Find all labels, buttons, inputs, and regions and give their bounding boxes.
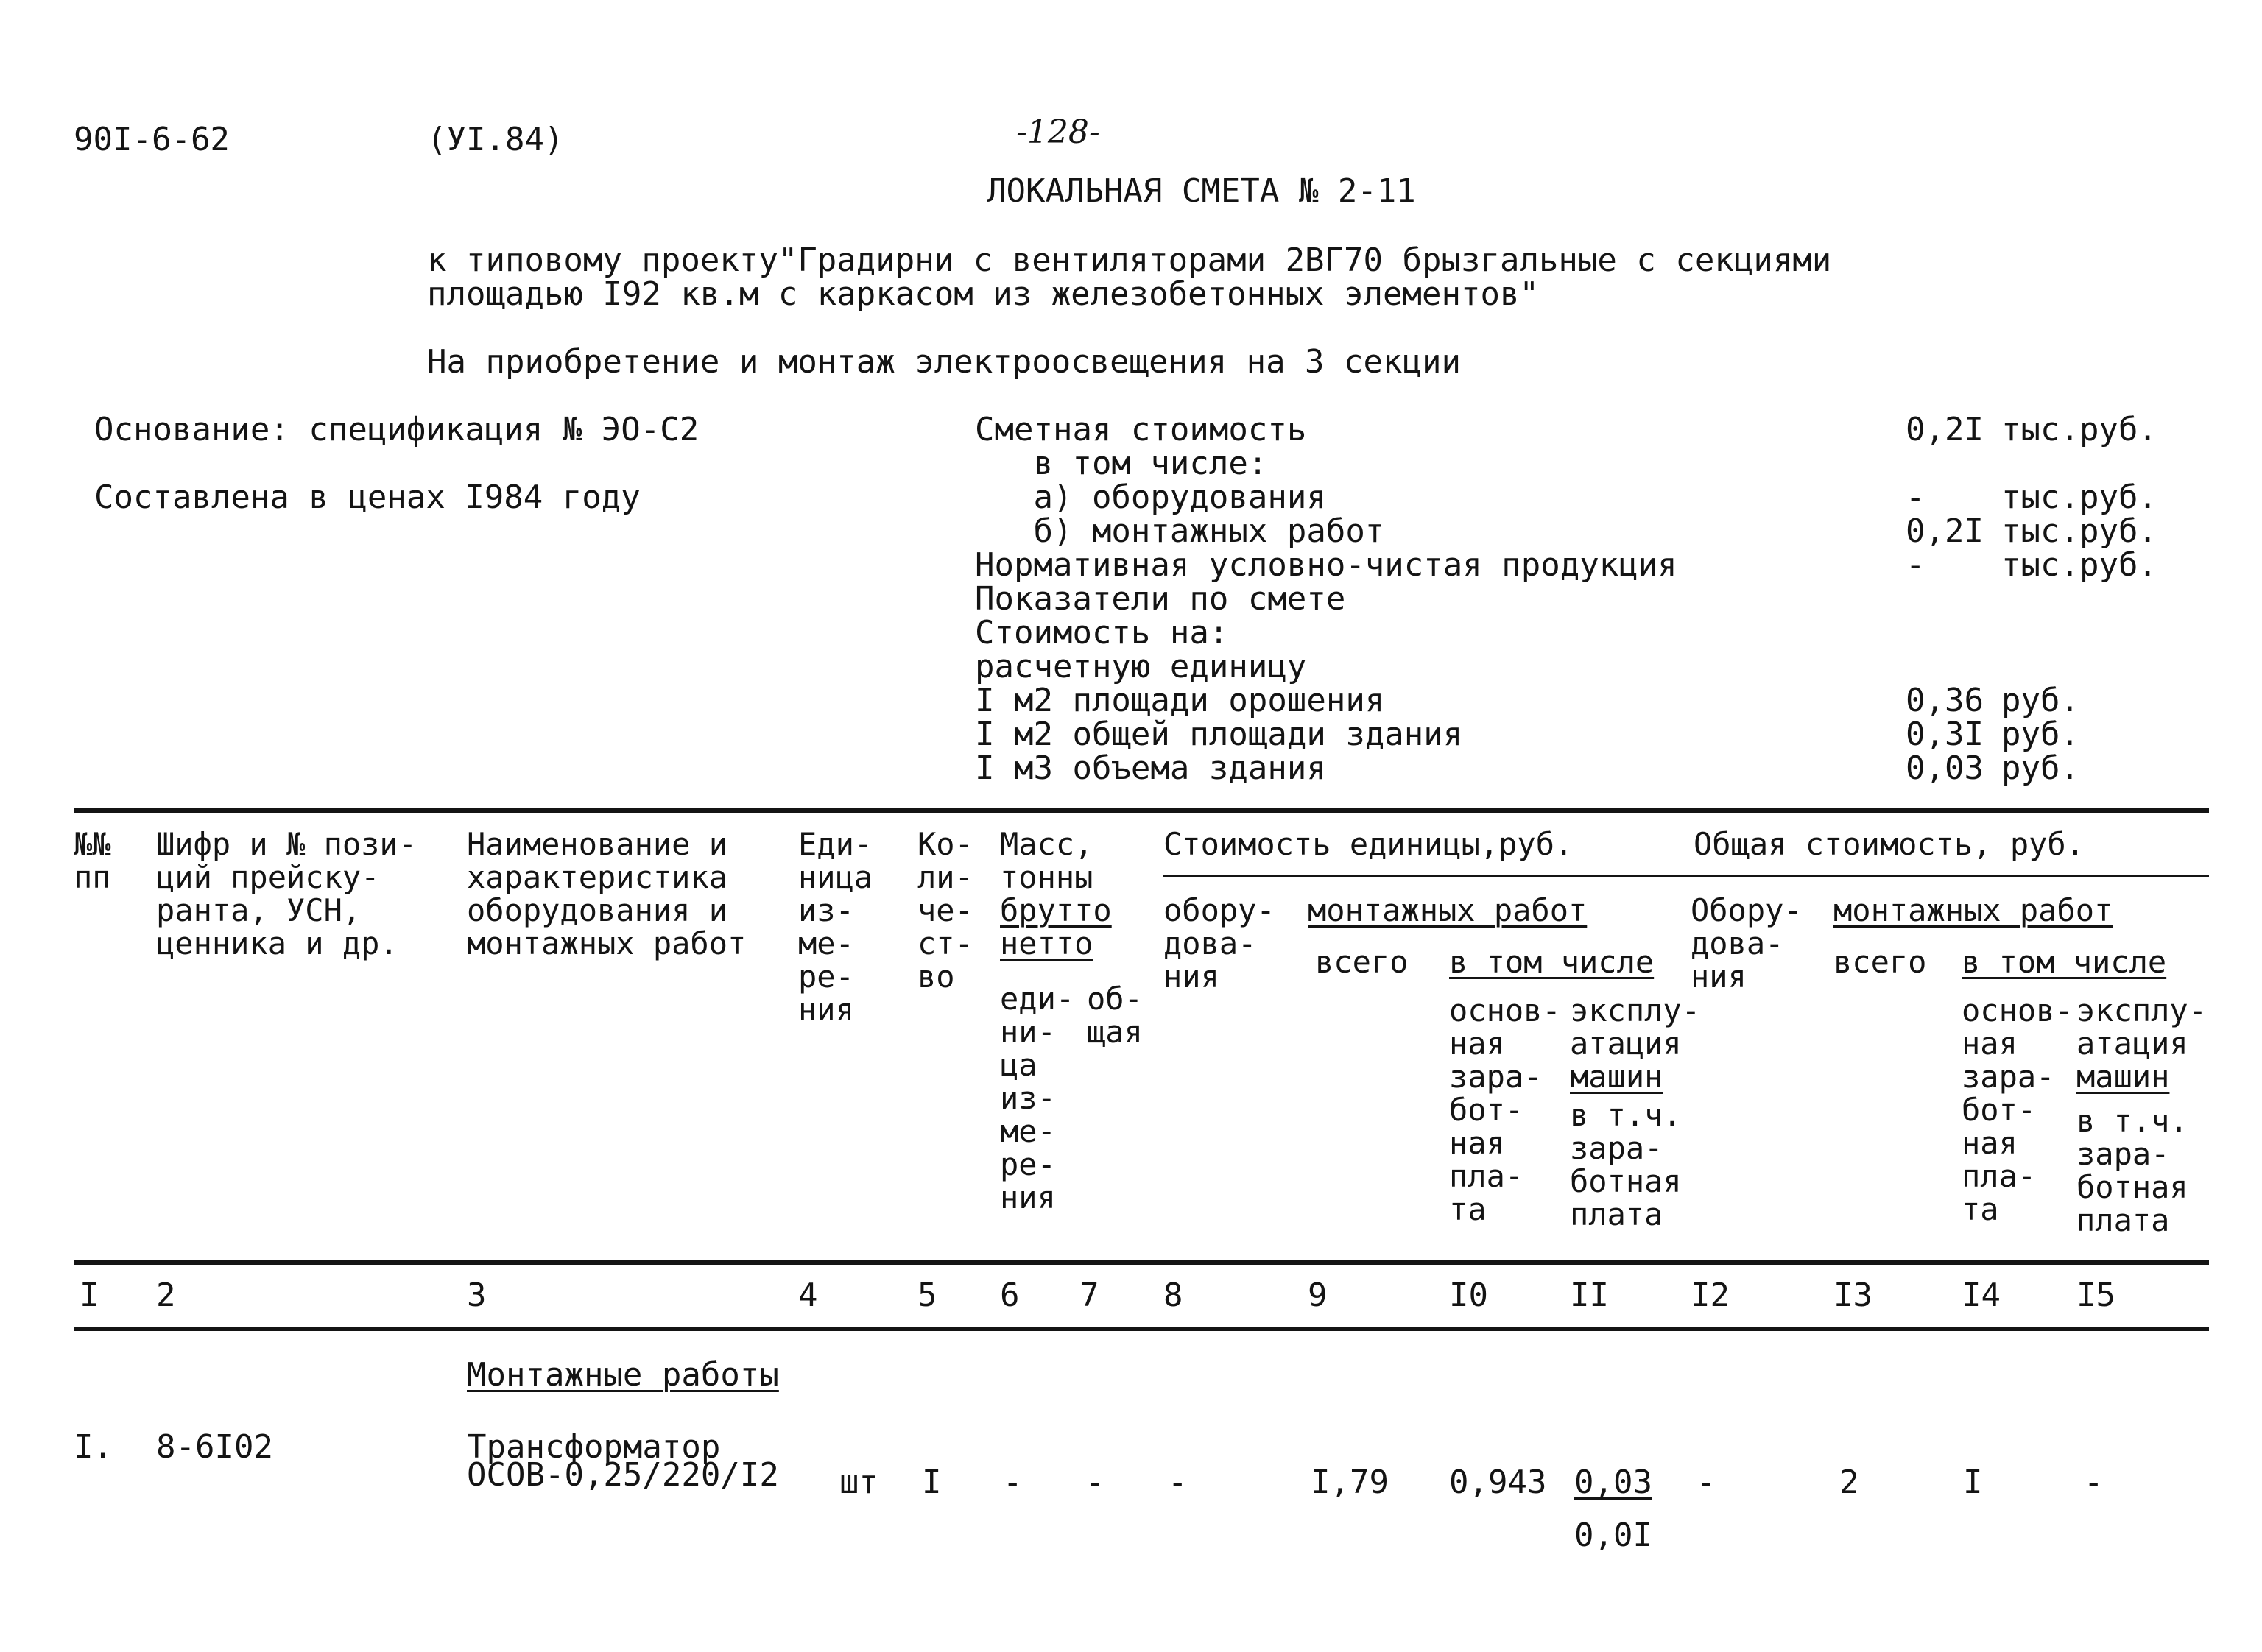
row-installation-total: 2 <box>1839 1464 1859 1501</box>
header-machines-unit-incl: в т.ч. <box>1570 1097 1682 1133</box>
summary-value: - <box>1906 546 1925 584</box>
summary-label: Показатели по смете <box>975 580 1346 618</box>
header-including-total: в том числе <box>1962 944 2167 980</box>
row-quantity: I <box>922 1464 942 1501</box>
column-number: 8 <box>1163 1277 1183 1314</box>
summary-unit: тыс.руб. <box>2001 546 2157 584</box>
row-equipment-total: - <box>1696 1464 1716 1501</box>
summary-unit: руб. <box>2001 749 2079 787</box>
header-machines-unit-underlined: машин <box>1570 1059 1663 1095</box>
header-installation-unit: монтажных работ <box>1308 892 1588 928</box>
row-machines-salary-unit: 0,0I <box>1574 1517 1652 1554</box>
header-installation-unit-total: всего <box>1315 944 1409 980</box>
page-number: -128- <box>1016 113 1100 151</box>
edition-label: (УI.84) <box>427 121 564 158</box>
header-row-number: №№ пп <box>74 826 111 895</box>
column-numbers-rule <box>74 1327 2209 1331</box>
header-total-cost: Общая стоимость, руб. <box>1694 826 2085 862</box>
header-bottom-rule <box>74 1260 2209 1265</box>
summary-label: а) оборудования <box>975 479 1326 516</box>
column-number: 6 <box>1000 1277 1020 1314</box>
row-installation-unit: I,79 <box>1311 1464 1389 1501</box>
table-top-rule <box>74 808 2209 813</box>
row-name-line-1: Трансформатор <box>467 1428 721 1466</box>
row-number: I. <box>74 1428 113 1466</box>
header-machines-total: эксплу- атация <box>2076 992 2208 1062</box>
summary-label: в том числе: <box>975 445 1268 482</box>
summary-value: 0,03 <box>1906 749 1984 787</box>
summary-label: б) монтажных работ <box>975 512 1385 550</box>
header-base-salary-total: основ- ная зара- бот- ная пла- та <box>1962 992 2074 1227</box>
header-price-code: Шифр и № пози- ций прейску- ранта, УСН, ценника и др. <box>156 826 417 961</box>
row-machines-total: - <box>2084 1464 2104 1501</box>
header-quantity: Ко- ли- че- ст- во <box>917 826 973 995</box>
header-installation-total-sum: всего <box>1833 944 1927 980</box>
cost-group-rule <box>1163 875 2209 877</box>
project-line-2: площадью I92 кв.м с каркасом из железобетонных элементов" <box>427 275 1539 313</box>
document-code: 90I-6-62 <box>74 121 230 158</box>
estimate-basis: Основание: спецификация № ЭО-С2 <box>94 411 700 448</box>
column-number: I4 <box>1962 1277 2001 1314</box>
row-machines-unit: 0,03 <box>1574 1464 1652 1501</box>
header-mass-total: об- щая <box>1087 981 1143 1050</box>
row-price-code: 8-6I02 <box>156 1428 273 1466</box>
header-machines-total-underlined: машин <box>2076 1059 2170 1095</box>
header-equipment-unit: обору- дова- ния <box>1163 892 1275 995</box>
column-number: I0 <box>1449 1277 1488 1314</box>
row-name-line-2: ОСОВ-0,25/220/I2 <box>467 1456 779 1494</box>
column-number: II <box>1570 1277 1609 1314</box>
row-base-salary-unit: 0,943 <box>1449 1464 1547 1501</box>
summary-value: 0,2I <box>1906 512 1984 550</box>
estimate-purpose: На приобретение и монтаж электроосвещения на 3 секции <box>427 343 1461 381</box>
row-equipment-unit: - <box>1168 1464 1188 1501</box>
header-base-salary-unit: основ- ная зара- бот- ная пла- та <box>1449 992 1561 1227</box>
summary-unit: тыс.руб. <box>2001 411 2157 448</box>
section-title: Монтажные работы <box>467 1356 779 1394</box>
column-number: 2 <box>156 1277 176 1314</box>
header-machines-total-salary: в т.ч. зара- ботная плата <box>2076 1103 2188 1238</box>
summary-unit: руб. <box>2001 682 2079 719</box>
row-base-salary-total: I <box>1963 1464 1983 1501</box>
column-number: 9 <box>1308 1277 1328 1314</box>
header-netto: нетто <box>1000 925 1093 961</box>
column-number: I5 <box>2076 1277 2115 1314</box>
header-mass: Масс, тонны <box>1000 826 1093 895</box>
column-number: 3 <box>467 1277 487 1314</box>
summary-value: 0,3I <box>1906 716 1984 753</box>
summary-label: Стоимость на: <box>975 614 1229 652</box>
column-number: 4 <box>798 1277 818 1314</box>
header-equipment-total: Обору- дова- ния <box>1691 892 1803 995</box>
summary-label: Сметная стоимость <box>975 411 1307 448</box>
summary-label: I м3 объема здания <box>975 749 1326 787</box>
row-mass-total: - <box>1085 1464 1105 1501</box>
header-brutto: брутто <box>1000 892 1112 928</box>
column-number: I3 <box>1833 1277 1872 1314</box>
header-mass-per-unit: еди- ни- ца из- ме- ре- ния <box>1000 981 1075 1215</box>
column-number: I <box>80 1277 99 1314</box>
header-installation-total: монтажных работ <box>1833 892 2113 928</box>
summary-label: I м2 общей площади здания <box>975 716 1463 753</box>
header-machines-unit-salary: зара- ботная плата <box>1570 1130 1682 1232</box>
header-machines-unit: эксплу- атация <box>1570 992 1701 1062</box>
summary-unit: руб. <box>2001 716 2079 753</box>
project-line-1: к типовому проекту"Градирни с вентиляторами 2ВГ70 брызгальные с секциями <box>427 241 1832 279</box>
summary-unit: тыс.руб. <box>2001 479 2157 516</box>
header-unit: Еди- ница из- ме- ре- ния <box>798 826 873 1028</box>
header-name: Наименование и характеристика оборудования и монтажных работ <box>467 826 747 961</box>
row-mass-unit: - <box>1003 1464 1023 1501</box>
header-including-unit: в том числе <box>1449 944 1655 980</box>
summary-unit: тыс.руб. <box>2001 512 2157 550</box>
price-level: Составлена в ценах I984 году <box>94 479 641 516</box>
column-number: 7 <box>1079 1277 1099 1314</box>
summary-value: - <box>1906 479 1925 516</box>
summary-value: 0,2I <box>1906 411 1984 448</box>
column-number: 5 <box>917 1277 937 1314</box>
summary-label: расчетную единицу <box>975 648 1307 685</box>
summary-label: I м2 площади орошения <box>975 682 1385 719</box>
row-unit: шт <box>839 1464 878 1501</box>
summary-value: 0,36 <box>1906 682 1984 719</box>
summary-label: Нормативная условно-чистая продукция <box>975 546 1677 584</box>
header-unit-cost: Стоимость единицы,руб. <box>1163 826 1574 862</box>
estimate-title: ЛОКАЛЬНАЯ СМЕТА № 2-11 <box>987 172 1416 210</box>
column-number: I2 <box>1691 1277 1730 1314</box>
